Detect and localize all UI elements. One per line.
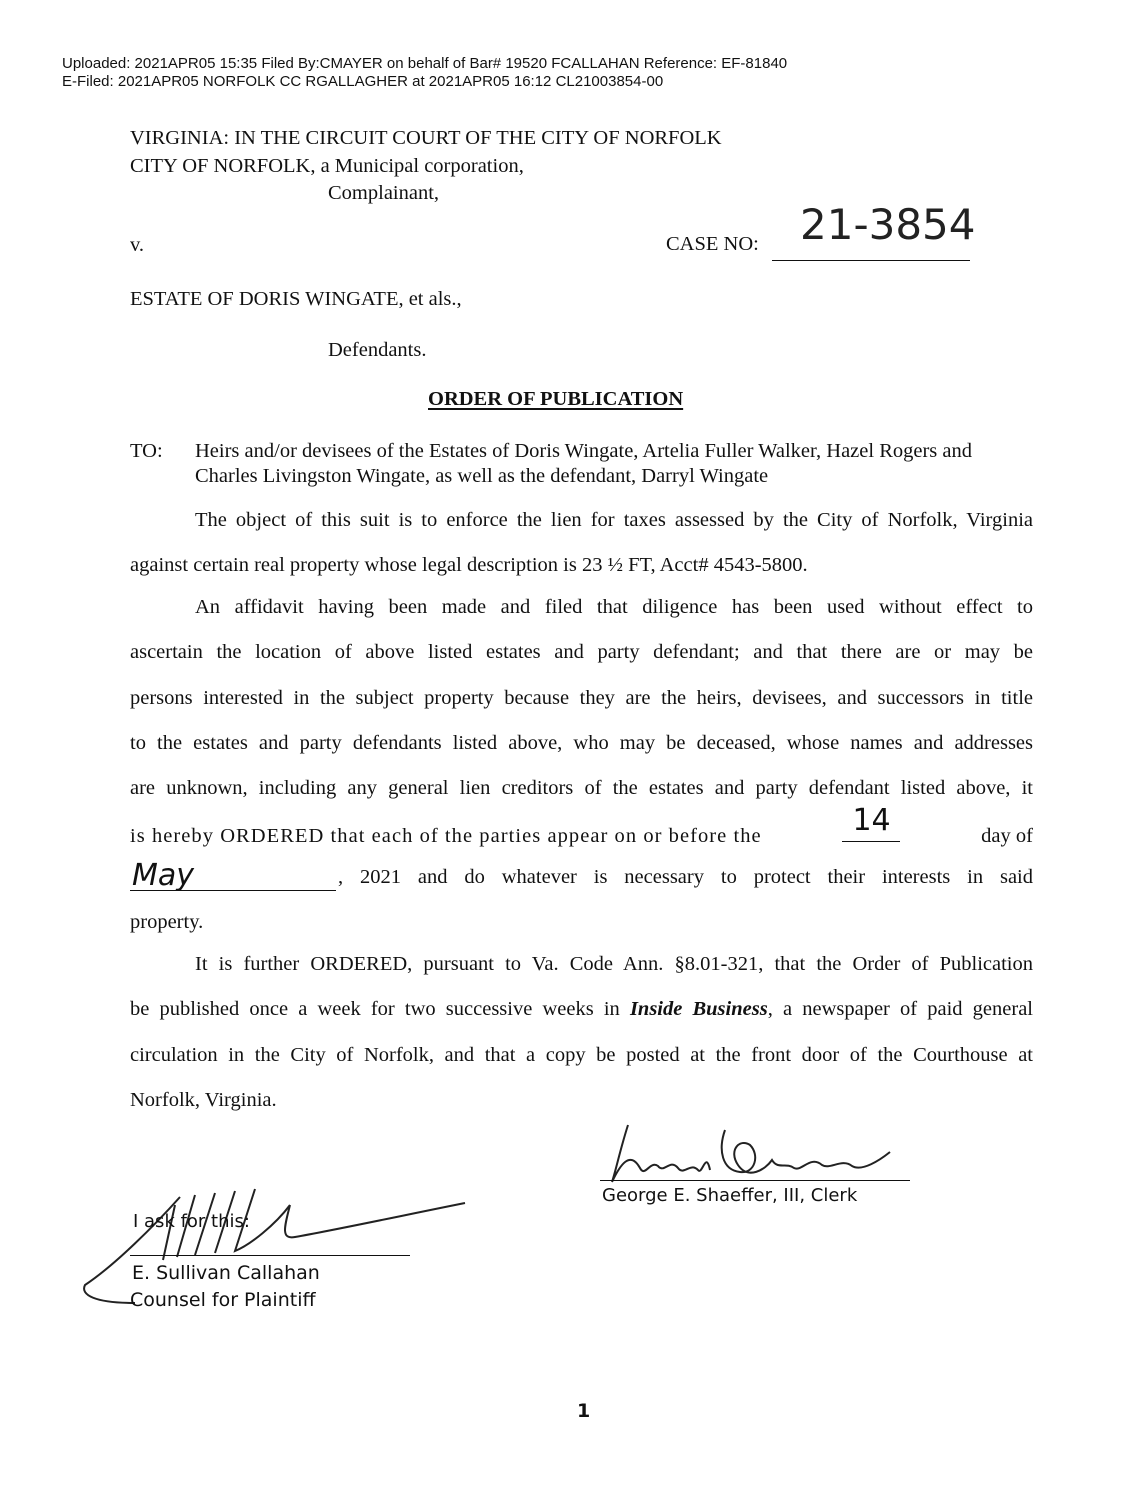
month-blank [130, 858, 336, 893]
clerk-name: George E. Shaeffer, III, Clerk [602, 1185, 858, 1206]
document-title: ORDER OF PUBLICATION [428, 388, 684, 410]
paragraph-publication-line3: circulation in the City of Norfolk, and that a copy be posted at the front door of the Courthouse at [130, 1043, 1033, 1066]
filing-header-line1: Uploaded: 2021APR05 15:35 Filed By:CMAYER on behalf of Bar# 19520 FCALLAHAN Reference: EF-81840 [62, 55, 788, 72]
paragraph-object-line2: against certain real property whose legal description is 23 ½ FT, Acct# 4543-5800. [130, 554, 808, 577]
paragraph-publication-line1: It is further ORDERED, pursuant to Va. Code Ann. §8.01-321, that the Order of Publication [195, 953, 1033, 975]
complainant-name: CITY OF NORFOLK, a Municipal corporation, [130, 155, 524, 177]
day-blank [842, 803, 900, 842]
defendant-name: ESTATE OF DORIS WINGATE, et als., [130, 288, 462, 310]
paragraph-object-line1: The object of this suit is to enforce the lien for taxes assessed by the City of Norfolk, Virginia [195, 509, 1033, 531]
counsel-role: Counsel for Plaintiff [130, 1289, 316, 1311]
to-line1: Heirs and/or devisees of the Estates of Doris Wingate, Artelia Fuller Walker, Hazel Rogers and [195, 440, 972, 462]
month-handwritten: May [132, 858, 195, 893]
newspaper-name: Inside Business [629, 998, 768, 1021]
publication-text-post: , a newspaper of paid general [767, 998, 1034, 1021]
counsel-signature-line [130, 1255, 410, 1256]
publication-text-pre: be published once a week for two successive weeks in [130, 998, 630, 1021]
case-number-label: CASE NO: [666, 233, 759, 255]
complainant-role: Complainant, [328, 182, 440, 204]
filing-header-line2: E-Filed: 2021APR05 NORFOLK CC RGALLAGHER at 2021APR05 16:12 CL21003854-00 [62, 73, 664, 90]
page-number: 1 [577, 1400, 591, 1422]
paragraph-affidavit-line5: are unknown, including any general lien creditors of the estates and party defendant listed above, it [130, 777, 1033, 800]
date-line: , 2021 and do whatever is necessary to protect their interests in said [338, 866, 1033, 888]
order-line [130, 803, 1033, 848]
paragraph-affidavit-line3: persons interested in the subject property because they are the heirs, devisees, and successors in title [130, 686, 1033, 709]
counsel-ask: I ask for this: [133, 1211, 250, 1232]
paragraph-publication-line2 [130, 987, 1033, 1032]
paragraph-publication-line4: Norfolk, Virginia. [130, 1088, 277, 1111]
clerk-signature-line [600, 1180, 910, 1181]
versus: v. [130, 234, 145, 256]
property-word: property. [130, 911, 204, 933]
paragraph-affidavit-line2: ascertain the location of above listed estates and party defendant; and that there are or may be [130, 641, 1033, 664]
paragraph-affidavit-line4: to the estates and party defendants listed above, who may be deceased, whose names and addresses [130, 731, 1033, 754]
paragraph-object [130, 498, 1033, 589]
defendant-role: Defendants. [328, 339, 427, 361]
paragraph-affidavit [130, 585, 1033, 811]
case-number-handwritten: 21-3854 [800, 200, 976, 249]
court-heading: VIRGINIA: IN THE CIRCUIT COURT OF THE CITY OF NORFOLK [130, 127, 722, 149]
to-line2: Charles Livingston Wingate, as well as the defendant, Darryl Wingate [195, 465, 769, 487]
paragraph-affidavit-line1: An affidavit having been made and filed that diligence has been used without effect to [195, 596, 1033, 618]
order-line-post: day of [981, 825, 1033, 847]
day-handwritten: 14 [852, 803, 891, 838]
order-line-pre: is hereby ORDERED that each of the parties appear on or before the [130, 825, 762, 847]
to-label: TO: [130, 440, 163, 462]
paragraph-publication [130, 942, 1033, 1123]
counsel-name: E. Sullivan Callahan [132, 1262, 320, 1284]
case-number-underline [772, 260, 970, 261]
